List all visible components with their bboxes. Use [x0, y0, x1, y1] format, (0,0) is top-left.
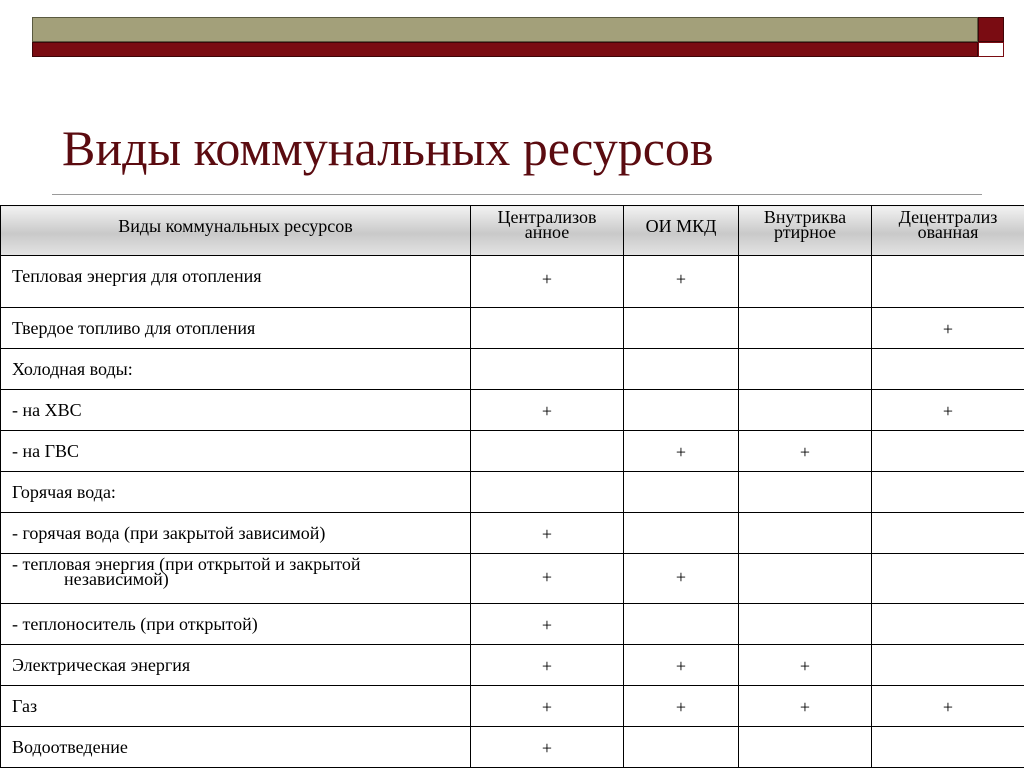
header-in-apartment-line1: Внутриква: [763, 207, 847, 227]
slide-title: Виды коммунальных ресурсов: [62, 120, 714, 176]
cell-decentralized: [872, 472, 1024, 482]
cell-oi-mkd: [624, 390, 738, 400]
row-label: Тепловая энергия для отопления: [12, 266, 262, 286]
cell-centralized: [471, 472, 623, 482]
table-row: [1, 308, 1024, 349]
row-label: Горячая вода:: [12, 482, 116, 502]
table-row: [1, 349, 1024, 390]
row-label-line2: независимой): [64, 569, 169, 589]
header-decentralized: [872, 206, 1024, 256]
header-in-apartment: [739, 206, 872, 256]
cell-in-apartment: [739, 554, 871, 566]
cell-in-apartment: +: [799, 656, 811, 676]
decor-band-olive: [32, 17, 978, 42]
row-label: - теплоноситель (при открытой): [12, 614, 258, 634]
table-row: [1, 645, 1024, 686]
cell-oi-mkd: [624, 513, 738, 523]
header-decentralized-line1: Децентрализ: [898, 207, 998, 227]
cell-decentralized: [872, 431, 1024, 441]
cell-decentralized: +: [942, 697, 954, 717]
table-row: [1, 431, 1024, 472]
cell-centralized: [471, 349, 623, 359]
cell-in-apartment: [739, 349, 871, 359]
header-centralized-line2: анное: [524, 222, 570, 242]
decor-band-maroon: [32, 42, 978, 57]
cell-centralized: +: [541, 269, 553, 289]
table-row: [1, 727, 1024, 768]
cell-decentralized: [872, 604, 1024, 614]
cell-decentralized: [872, 727, 1024, 737]
table-row: [1, 256, 1024, 308]
header-in-apartment-line2: ртирное: [773, 222, 837, 242]
cell-decentralized: +: [942, 401, 954, 421]
cell-in-apartment: [739, 604, 871, 614]
row-label: - горячая вода (при закрытой зависимой): [12, 523, 326, 543]
cell-oi-mkd: [624, 727, 738, 737]
row-label: [1, 554, 470, 587]
header-centralized: [471, 206, 624, 256]
header-centralized-line1: Централизов: [497, 207, 597, 227]
cell-oi-mkd: [624, 308, 738, 318]
row-label: Электрическая энергия: [12, 655, 191, 675]
cell-in-apartment: [739, 256, 871, 268]
cell-oi-mkd: [624, 472, 738, 482]
cell-decentralized: [872, 349, 1024, 359]
header-resource-type: Виды коммунальных ресурсов: [1, 206, 471, 256]
cell-oi-mkd: [624, 349, 738, 359]
cell-decentralized: [872, 645, 1024, 655]
cell-centralized: +: [541, 738, 553, 758]
cell-decentralized: +: [942, 319, 954, 339]
cell-in-apartment: [739, 308, 871, 318]
table-row: [1, 472, 1024, 513]
table-row: [1, 686, 1024, 727]
cell-oi-mkd: +: [675, 442, 687, 462]
cell-decentralized: [872, 554, 1024, 566]
table-header-row: [1, 206, 1024, 256]
cell-centralized: [471, 308, 623, 318]
table-row: [1, 513, 1024, 554]
cell-centralized: +: [541, 401, 553, 421]
table-row: [1, 604, 1024, 645]
decor-square-white: [978, 42, 1004, 57]
cell-centralized: +: [541, 656, 553, 676]
cell-in-apartment: [739, 472, 871, 482]
table-row: [1, 554, 1024, 604]
cell-oi-mkd: +: [675, 697, 687, 717]
cell-oi-mkd: +: [675, 269, 687, 289]
row-label: - на ГВС: [12, 441, 80, 461]
decor-square-maroon: [978, 17, 1004, 42]
cell-centralized: +: [541, 567, 553, 587]
cell-in-apartment: [739, 513, 871, 523]
cell-centralized: [471, 431, 623, 441]
cell-oi-mkd: +: [675, 656, 687, 676]
resources-table: [0, 205, 1024, 768]
cell-in-apartment: +: [799, 442, 811, 462]
title-divider: [52, 194, 982, 195]
cell-in-apartment: [739, 727, 871, 737]
cell-oi-mkd: [624, 604, 738, 614]
row-label: - на ХВС: [12, 400, 82, 420]
cell-centralized: +: [541, 615, 553, 635]
cell-in-apartment: [739, 390, 871, 400]
cell-oi-mkd: +: [675, 567, 687, 587]
cell-decentralized: [872, 513, 1024, 523]
header-decentralized-line2: ованная: [917, 222, 979, 242]
table-row: [1, 390, 1024, 431]
cell-centralized: +: [541, 697, 553, 717]
row-label: Водоотведение: [12, 737, 128, 757]
cell-in-apartment: +: [799, 697, 811, 717]
row-label: Твердое топливо для отопления: [12, 318, 256, 338]
cell-centralized: +: [541, 524, 553, 544]
row-label: Холодная воды:: [12, 359, 133, 379]
row-label: Газ: [12, 696, 38, 716]
cell-decentralized: [872, 256, 1024, 268]
header-oi-mkd: ОИ МКД: [624, 206, 739, 256]
row-label-line1: - тепловая энергия (при открытой и закрытой: [12, 554, 361, 574]
